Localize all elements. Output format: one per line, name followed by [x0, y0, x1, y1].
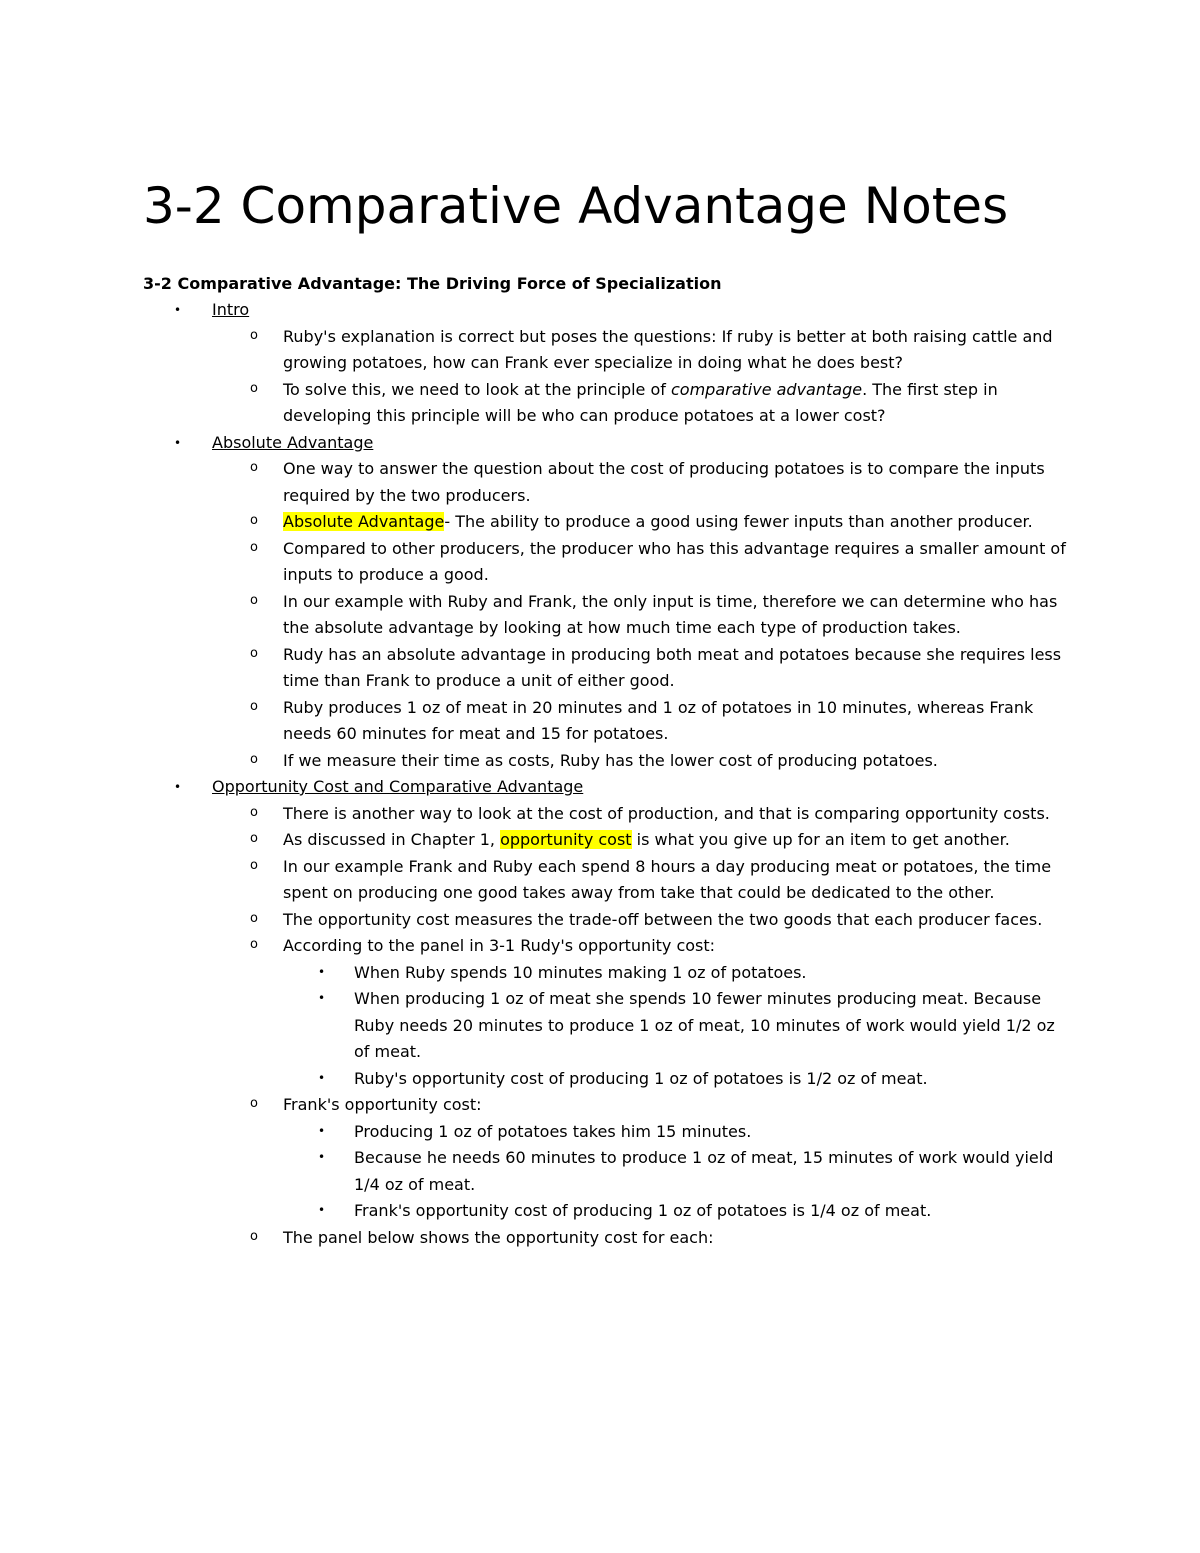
item-text: Rudy has an absolute advantage in producing both meat and potatoes because she requires less time than Frank to produce a unit of either good.	[283, 644, 1062, 690]
section-heading: Absolute Advantage	[212, 432, 374, 452]
item-text: There is another way to look at the cost of production, and that is comparing opportunity costs.	[283, 803, 1050, 823]
item-text: The panel below shows the opportunity cost for each:	[283, 1227, 714, 1247]
highlighted-term: Absolute Advantage	[283, 512, 445, 531]
bullet-icon: •	[174, 780, 182, 794]
item-text: Frank's opportunity cost of producing 1 oz of potatoes is 1/4 oz of meat.	[354, 1201, 932, 1220]
list-item	[283, 960, 1073, 987]
sub-list	[212, 456, 1073, 774]
section-intro	[143, 297, 1073, 430]
circle-bullet-icon: o	[250, 539, 258, 555]
list-item	[212, 456, 1073, 509]
sub-sub-list	[283, 1119, 1073, 1225]
list-item	[212, 642, 1073, 695]
circle-bullet-icon: o	[250, 645, 258, 661]
item-text: When producing 1 oz of meat she spends 10 fewer minutes producing meat. Because Ruby needs 20 minutes to produce 1 oz of meat, 10 minutes of work would yield 1/2 oz of meat.	[354, 989, 1055, 1061]
bullet-icon: •	[318, 1070, 326, 1085]
item-text-post: . The first step in developing this principle will be who can produce potatoes at a lower cost?	[283, 379, 998, 425]
sub-list	[212, 324, 1073, 430]
section-absolute-advantage	[143, 430, 1073, 775]
item-text-emphasis: comparative advantage	[670, 379, 863, 399]
section-heading: Intro	[212, 300, 250, 319]
item-text: When Ruby spends 10 minutes making 1 oz of potatoes.	[354, 962, 807, 982]
sub-list	[212, 801, 1073, 1252]
bullet-icon: •	[318, 991, 326, 1005]
bullet-icon: •	[318, 1123, 326, 1138]
item-text: Ruby's opportunity cost of producing 1 oz of potatoes is 1/2 oz of meat.	[354, 1068, 928, 1088]
list-item	[212, 907, 1073, 934]
item-text: According to the panel in 3-1 Rudy's opportunity cost:	[283, 936, 716, 955]
outline-list	[143, 297, 1073, 1251]
item-text-pre: As discussed in Chapter 1,	[283, 830, 501, 849]
list-item	[212, 589, 1073, 642]
item-text-post: - The ability to produce a good using fewer inputs than another producer.	[444, 512, 1033, 531]
section-opportunity-cost	[143, 774, 1073, 1251]
item-text: Compared to other producers, the producer who has this advantage requires a smaller amount of inputs to produce a good.	[283, 538, 1066, 584]
list-item	[283, 1145, 1073, 1198]
circle-bullet-icon: o	[250, 910, 258, 926]
circle-bullet-icon: o	[250, 327, 258, 343]
item-text: Ruby produces 1 oz of meat in 20 minutes and 1 oz of potatoes in 10 minutes, whereas Frank needs 60 minutes for meat and 15 for potatoes.	[283, 697, 1034, 743]
list-item	[212, 536, 1073, 589]
circle-bullet-icon: o	[250, 804, 258, 820]
item-text-pre: To solve this, we need to look at the principle of	[283, 379, 671, 399]
item-text: In our example Frank and Ruby each spend 8 hours a day producing meat or potatoes, the time spent on producing one good takes away from take that could be dedicated to the other.	[283, 856, 1052, 902]
list-item	[212, 1225, 1073, 1252]
section-subtitle: 3-2 Comparative Advantage: The Driving Force of Specialization	[143, 274, 722, 293]
circle-bullet-icon: o	[250, 460, 258, 475]
list-item	[212, 377, 1073, 430]
bullet-icon: •	[318, 1150, 326, 1164]
list-item	[212, 933, 1073, 1092]
list-item	[212, 854, 1073, 907]
circle-bullet-icon: o	[250, 380, 258, 396]
notes-content	[143, 297, 1073, 1251]
list-item	[283, 1119, 1073, 1146]
item-text: Ruby's explanation is correct but poses the questions: If ruby is better at both raising cattle and growing potatoes, how can Frank ever specialize in doing what he does best?	[283, 326, 1053, 372]
highlighted-term: opportunity cost	[500, 830, 632, 849]
list-item	[212, 748, 1073, 775]
list-item	[212, 509, 1073, 536]
list-item	[283, 1066, 1073, 1093]
circle-bullet-icon: o	[250, 937, 258, 952]
circle-bullet-icon: o	[250, 513, 258, 528]
item-text: Frank's opportunity cost:	[283, 1095, 482, 1114]
item-text: One way to answer the question about the cost of producing potatoes is to compare the inputs required by the two producers.	[283, 459, 1045, 505]
item-text: The opportunity cost measures the trade-off between the two goods that each producer faces.	[283, 909, 1043, 929]
list-item	[212, 801, 1073, 828]
item-text: Because he needs 60 minutes to produce 1 oz of meat, 15 minutes of work would yield 1/4 oz of meat.	[354, 1148, 1054, 1194]
bullet-icon: •	[318, 1203, 326, 1217]
list-item	[212, 695, 1073, 748]
list-item	[283, 1198, 1073, 1225]
item-text: If we measure their time as costs, Ruby has the lower cost of producing potatoes.	[283, 750, 938, 770]
list-item	[283, 986, 1073, 1066]
circle-bullet-icon: o	[250, 592, 258, 608]
section-heading: Opportunity Cost and Comparative Advantage	[212, 777, 584, 796]
list-item	[212, 324, 1073, 377]
circle-bullet-icon: o	[250, 857, 258, 873]
sub-sub-list	[283, 960, 1073, 1093]
circle-bullet-icon: o	[250, 831, 258, 846]
page-title: 3-2 Comparative Advantage Notes	[143, 176, 1009, 235]
circle-bullet-icon: o	[250, 698, 258, 714]
item-text: In our example with Ruby and Frank, the only input is time, therefore we can determine who has the absolute advantage by looking at how much time each type of production takes.	[283, 591, 1058, 637]
bullet-icon: •	[318, 964, 326, 979]
list-item	[212, 1092, 1073, 1225]
circle-bullet-icon: o	[250, 1096, 258, 1111]
circle-bullet-icon: o	[250, 1228, 258, 1244]
circle-bullet-icon: o	[250, 751, 258, 767]
bullet-icon: •	[174, 303, 182, 317]
bullet-icon: •	[174, 435, 182, 450]
item-text-post: is what you give up for an item to get another.	[631, 830, 1010, 849]
list-item	[212, 827, 1073, 854]
item-text: Producing 1 oz of potatoes takes him 15 minutes.	[354, 1121, 752, 1141]
